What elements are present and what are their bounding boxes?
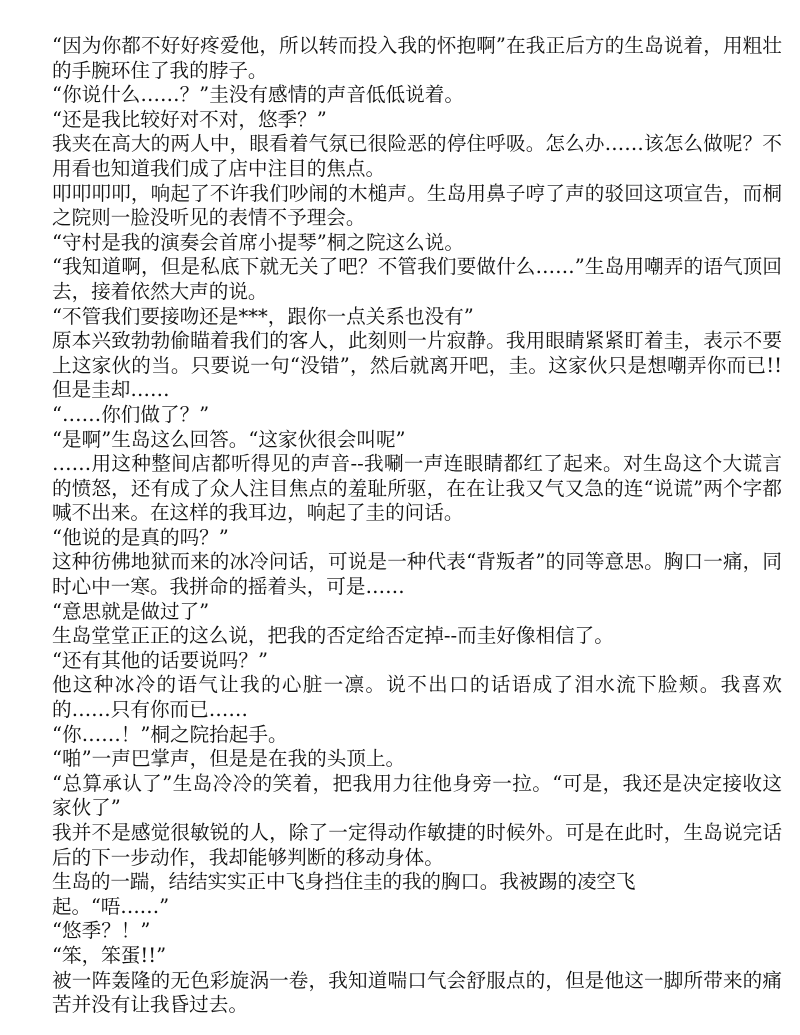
paragraph: “守村是我的演奏会首席小提琴”桐之院这么说。: [52, 230, 464, 254]
paragraph: “意思就是做过了”: [52, 599, 210, 623]
paragraph: 生岛的一踹，结结实实正中飞身挡住圭的我的胸口。我被踢的凌空飞 起。“唔……”: [52, 870, 636, 918]
paragraph: 生岛堂堂正正的这么说，把我的否定给否定掉--而圭好像相信了。: [52, 624, 614, 648]
paragraph: ……用这种整间店都听得见的声音--我唰一声连眼睛都红了起来。对生岛这个大谎言的愤怒，还有成了众人注目焦点的羞耻所驱，在在让我又气又急的连“说谎”两个字都喊不出来。在这样的我耳边，响起了圭的问话。: [52, 452, 782, 525]
paragraph: “你……！”桐之院抬起手。: [52, 722, 288, 746]
paragraph: 他这种冰冷的语气让我的心脏一凛。说不出口的话语成了泪水流下脸颊。我喜欢的……只有你而已……: [52, 673, 782, 722]
paragraph: “他说的是真的吗？”: [52, 525, 229, 549]
paragraph: “是啊”生岛这么回答。“这家伙很会叫呢”: [52, 427, 406, 451]
paragraph: “还有其他的话要说吗？”: [52, 648, 268, 672]
paragraph: “总算承认了”生岛冷冷的笑着，把我用力往他身旁一拉。“可是，我还是决定接收这家伙了”: [52, 771, 782, 820]
paragraph: 这种彷佛地狱而来的冰冷问话，可说是一种代表“背叛者”的同等意思。胸口一痛，同时心中一寒。我拼命的摇着头，可是……: [52, 550, 782, 599]
paragraph: “不管我们要接吻还是***，跟你一点关系也没有”: [52, 304, 474, 328]
paragraph: “啪”一声巴掌声，但是是在我的头顶上。: [52, 747, 406, 771]
paragraph: 叩叩叩叩，响起了不许我们吵闹的木槌声。生岛用鼻子哼了声的驳回这项宣告，而桐之院则一脸没听见的表情不予理会。: [52, 181, 782, 230]
paragraph: “因为你都不好好疼爱他，所以转而投入我的怀抱啊”在我正后方的生岛说着，用粗壮的手腕环住了我的脖子。: [52, 34, 782, 82]
paragraph: “还是我比较好对不对，悠季？”: [52, 107, 327, 131]
paragraph: 原本兴致勃勃偷瞄着我们的客人，此刻则一片寂静。我用眼睛紧紧盯着圭，表示不要上这家伙的当。只要说一句“没错”，然后就离开吧，圭。这家伙只是想嘲弄你而已!!但是圭却……: [52, 329, 782, 402]
paragraph: 被一阵轰隆的无色彩旋涡一卷，我知道喘口气会舒服点的，但是他这一脚所带来的痛苦并没有让我昏过去。: [52, 968, 782, 1017]
novel-page: [52, 34, 782, 1018]
paragraph: 我夹在高大的两人中，眼看着气氛已很险恶的停住呼吸。怎么办……该怎么做呢？不用看也知道我们成了店中注目的焦点。: [52, 132, 782, 180]
paragraph: “悠季？！”: [52, 919, 151, 943]
paragraph: “……你们做了？”: [52, 402, 210, 426]
paragraph: 我并不是感觉很敏锐的人，除了一定得动作敏捷的时候外。可是在此时，生岛说完话后的下一步动作，我却能够判断的移动身体。: [52, 821, 782, 869]
paragraph: “笨，笨蛋!!”: [52, 943, 167, 967]
paragraph: “你说什么……？”圭没有感情的声音低低说着。: [52, 83, 464, 107]
paragraph: “我知道啊，但是私底下就无关了吧？不管我们要做什么……”生岛用嘲弄的语气顶回去，接着依然大声的说。: [52, 255, 782, 303]
